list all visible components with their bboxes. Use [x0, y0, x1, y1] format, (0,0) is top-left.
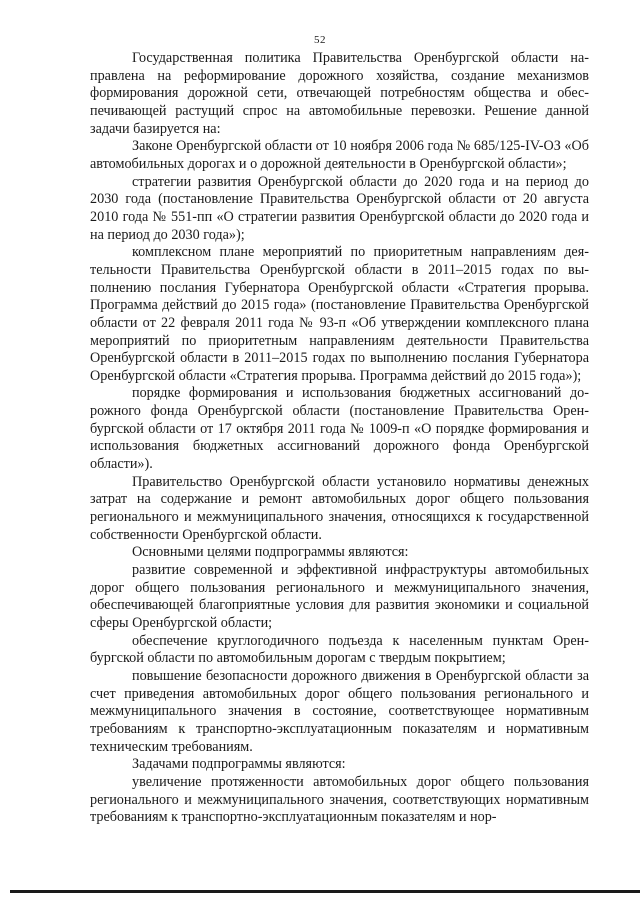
paragraph: стратегии развития Оренбургской области до 2020 года и на период до 2030 года (постановление Правительства Оренбургской области от 20 августа 2010 года № 551-пп «О стратегии развития Оренбургской области до 2020 года и на период до 2030 года»);	[90, 173, 589, 243]
paragraph: обеспечение круглогодичного подъезда к населенным пунктам Оренбургской области по автомобильным дорогам с твердым покрытием;	[90, 632, 589, 667]
paragraph: Основными целями подпрограммы являются:	[132, 544, 409, 561]
paragraph: Правительство Оренбургской области установило нормативы денежных затрат на содержание и ремонт автомобильных дорог общего пользования регионального и межмуниципального значения, относящихся к государственной собственности Оренбургской области.	[90, 473, 589, 543]
paragraph: Задачами подпрограммы являются:	[132, 756, 346, 773]
paragraph: Государственная политика Правительства Оренбургской области направлена на реформирование дорожного хозяйства, создание механизмов формирования дорожной сети, отвечающей потребностям общества и обеспечивающей растущий спрос на автомобильные перевозки. Решение данной задачи базируется на:	[90, 50, 589, 137]
page-number: 52	[314, 34, 326, 46]
paragraph: увеличение протяженности автомобильных дорог общего пользования регионального и межмуниципального значения, соответствующих нормативным требованиям к транспортно-эксплуатационным показателям и нор-	[90, 773, 589, 826]
paragraph: комплексном плане мероприятий по приоритетным направлениям деятельности Правительства Оренбургской области в 2011–2015 годах по выполнению послания Губернатора Оренбургской области «Стратегия прорыва. Программа действий до 2015 года» (постановление Правительства Оренбургской области от 22 февраля 2011 года № 93-п «Об утверждении комплексного плана мероприятий по приоритетным направлениям деятельности Правительства Оренбургской области в 2011–2015 годах по выполнению послания Губернатора Оренбургской области «Стратегия прорыва. Программа действий до 2015 года»);	[90, 244, 589, 384]
paragraph: порядке формирования и использования бюджетных ассигнований дорожного фонда Оренбургской области (постановление Правительства Оренбургской области от 17 октября 2011 года № 1009-п «О порядке формирования и использования бюджетных ассигнований дорожного фонда Оренбургской области»).	[90, 385, 589, 473]
paragraph: повышение безопасности дорожного движения в Оренбургской области за счет приведения автомобильных дорог общего пользования регионального и межмуниципального значения в состояние, соответствующее нормативным требованиям к транспортно-эксплуатационным показателям и нормативным техническим требованиям.	[90, 667, 589, 755]
paragraph: развитие современной и эффективной инфраструктуры автомобильных дорог общего пользования регионального и межмуниципального значения, обеспечивающей благоприятные условия для развития экономики и социальной сферы Оренбургской области;	[90, 562, 589, 631]
paragraph: Законе Оренбургской области от 10 ноября 2006 года № 685/125-IV-ОЗ «Об автомобильных дорогах и о дорожной деятельности в Оренбургской области»;	[90, 138, 589, 172]
bottom-rule	[10, 890, 640, 893]
document-body	[90, 50, 589, 827]
